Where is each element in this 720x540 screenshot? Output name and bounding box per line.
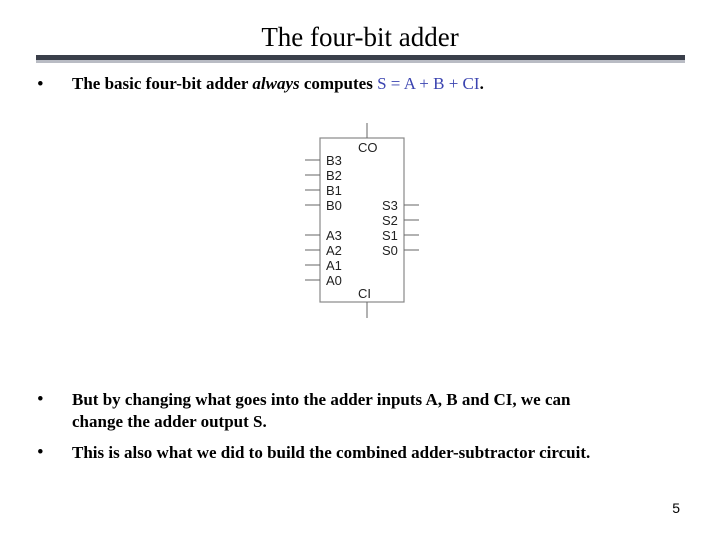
a-input-pins xyxy=(305,235,320,280)
page-number: 5 xyxy=(672,500,680,516)
adder-formula: S = A + B + CI xyxy=(377,74,480,93)
bullet-2-line-1: But by changing what goes into the adder inputs A, B and CI, we can xyxy=(72,390,571,409)
bullet-1-post: . xyxy=(479,74,484,93)
s3-label: S3 xyxy=(382,198,398,213)
a2-label: A2 xyxy=(326,243,342,258)
bullet-text-3: This is also what we did to build the combined adder-subtractor circuit. xyxy=(72,443,591,462)
b1-label: B1 xyxy=(326,183,342,198)
bullet-2-line-2: change the adder output S. xyxy=(72,412,267,431)
bullet-dot-2: • xyxy=(37,389,44,410)
sum-output-pins xyxy=(404,205,419,250)
a3-label: A3 xyxy=(326,228,342,243)
bullet-1-mid: computes xyxy=(299,74,378,93)
a0-label: A0 xyxy=(326,273,342,288)
bullet-1-pre: The basic four-bit adder xyxy=(72,74,253,93)
bullet-1-emphasis: always xyxy=(252,74,300,93)
b2-label: B2 xyxy=(326,168,342,183)
s1-label: S1 xyxy=(382,228,398,243)
s0-label: S0 xyxy=(382,243,398,258)
ci-label: CI xyxy=(358,286,371,301)
s2-label: S2 xyxy=(382,213,398,228)
a1-label: A1 xyxy=(326,258,342,273)
slide-title: The four-bit adder xyxy=(261,22,459,52)
bullet-text-2 xyxy=(72,389,570,433)
bullet-dot-1: • xyxy=(37,74,44,95)
b0-label: B0 xyxy=(326,198,342,213)
b-input-pins xyxy=(305,160,320,205)
b3-label: B3 xyxy=(326,153,342,168)
co-label: CO xyxy=(358,140,378,155)
bullet-dot-3: • xyxy=(37,442,44,463)
